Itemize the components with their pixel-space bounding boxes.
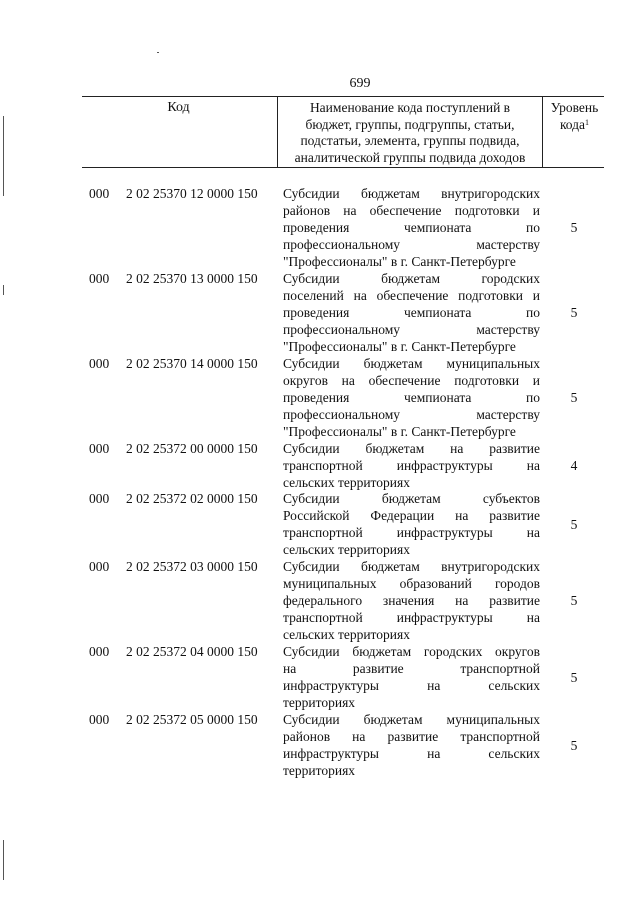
row-name [283, 711, 540, 779]
row-level: 5 [570, 517, 578, 532]
scan-edge-mark [3, 285, 4, 295]
row-name [283, 440, 540, 491]
row-name-line: инфраструктуры на сельских [283, 678, 540, 693]
row-code: 2 02 25370 12 0000 150 [126, 186, 258, 201]
row-prefix: 000 [89, 712, 110, 727]
row-level: 5 [570, 220, 578, 235]
row-name-line: Российской Федерации на развитие [283, 508, 540, 523]
row-level: 4 [570, 458, 578, 473]
row-name-line: инфраструктуры на сельских [283, 746, 540, 761]
row-name-line: транспортной инфраструктуры на [283, 458, 540, 473]
row-code: 2 02 25372 04 0000 150 [126, 644, 258, 659]
scan-edge-mark [3, 116, 4, 196]
row-code: 2 02 25372 05 0000 150 [126, 712, 258, 727]
row-prefix: 000 [89, 491, 110, 506]
row-code: 2 02 25370 13 0000 150 [126, 271, 258, 286]
row-name-line: на развитие транспортной [283, 661, 540, 676]
row-name-line: поселений на обеспечение подготовки и [283, 288, 540, 303]
row-name-line: профессиональному мастерству [283, 237, 540, 252]
row-name-line: муниципальных образований городов [283, 576, 540, 591]
header-name [279, 100, 541, 166]
header-level-line [545, 117, 604, 134]
row-name [283, 270, 540, 355]
row-prefix: 000 [89, 559, 110, 574]
row-name-line: территориях [283, 763, 356, 778]
row-name [283, 355, 540, 440]
row-name-line: профессиональному мастерству [283, 407, 540, 422]
footnote-marker: 1 [585, 117, 590, 127]
scan-dot [157, 52, 159, 53]
row-name-line: сельских территориях [283, 542, 410, 557]
header-divider [277, 97, 278, 167]
table-header [82, 96, 604, 168]
row-name-line: "Профессионалы" в г. Санкт-Петербурге [283, 254, 516, 269]
row-name-line: Субсидии бюджетам муниципальных [283, 356, 540, 371]
row-name-line: районов на обеспечение подготовки и [283, 203, 540, 218]
row-name [283, 185, 540, 270]
header-divider [542, 97, 543, 167]
row-name [283, 490, 540, 558]
row-prefix: 000 [89, 271, 110, 286]
row-name-line: территориях [283, 695, 356, 710]
row-name-line: сельских территориях [283, 627, 410, 642]
row-name-line: сельских территориях [283, 475, 410, 490]
header-name-line: Наименование кода поступлений в [309, 100, 511, 115]
row-name-line: Субсидии бюджетам на развитие [283, 441, 540, 456]
row-level: 5 [570, 390, 578, 405]
row-name [283, 643, 540, 711]
header-name-line: подстатьи, элемента, группы подвида, [300, 133, 520, 148]
row-name-line: проведения чемпионата по [283, 390, 540, 405]
row-name-line: транспортной инфраструктуры на [283, 610, 540, 625]
row-name-line: районов на развитие транспортной [283, 729, 540, 744]
row-name [283, 558, 540, 643]
row-name-line: проведения чемпионата по [283, 305, 540, 320]
header-level-text: кода [559, 116, 586, 132]
header-level-line: Уровень [550, 100, 599, 115]
row-code: 2 02 25372 02 0000 150 [126, 491, 258, 506]
row-name-line: Субсидии бюджетам городских округов [283, 644, 540, 659]
page-number: 699 [349, 76, 371, 91]
header-name-line: бюджет, группы, подгруппы, статьи, [305, 116, 515, 132]
row-prefix: 000 [89, 441, 110, 456]
row-name-line: Субсидии бюджетам городских [283, 271, 540, 286]
scan-edge-mark [3, 840, 4, 880]
row-name-line: федерального значения на развитие [283, 593, 540, 608]
header-level [545, 100, 604, 133]
row-name-line: "Профессионалы" в г. Санкт-Петербурге [283, 424, 516, 439]
row-code: 2 02 25372 00 0000 150 [126, 441, 258, 456]
header-name-line: аналитической группы подвида доходов [294, 149, 526, 165]
row-level: 5 [570, 738, 578, 753]
row-name-line: Субсидии бюджетам внутригородских [283, 186, 540, 201]
row-name-line: Субсидии бюджетам субъектов [283, 491, 540, 506]
header-code: Код [167, 100, 190, 115]
row-name-line: транспортной инфраструктуры на [283, 525, 540, 540]
row-code: 2 02 25370 14 0000 150 [126, 356, 258, 371]
row-level: 5 [570, 670, 578, 685]
row-prefix: 000 [89, 356, 110, 371]
row-prefix: 000 [89, 186, 110, 201]
row-level: 5 [570, 305, 578, 320]
row-name-line: проведения чемпионата по [283, 220, 540, 235]
row-name-line: "Профессионалы" в г. Санкт-Петербурге [283, 339, 516, 354]
row-name-line: округов на обеспечение подготовки и [283, 373, 540, 388]
row-name-line: Субсидии бюджетам муниципальных [283, 712, 540, 727]
row-name-line: профессиональному мастерству [283, 322, 540, 337]
row-prefix: 000 [89, 644, 110, 659]
row-level: 5 [570, 593, 578, 608]
row-name-line: Субсидии бюджетам внутригородских [283, 559, 540, 574]
row-code: 2 02 25372 03 0000 150 [126, 559, 258, 574]
